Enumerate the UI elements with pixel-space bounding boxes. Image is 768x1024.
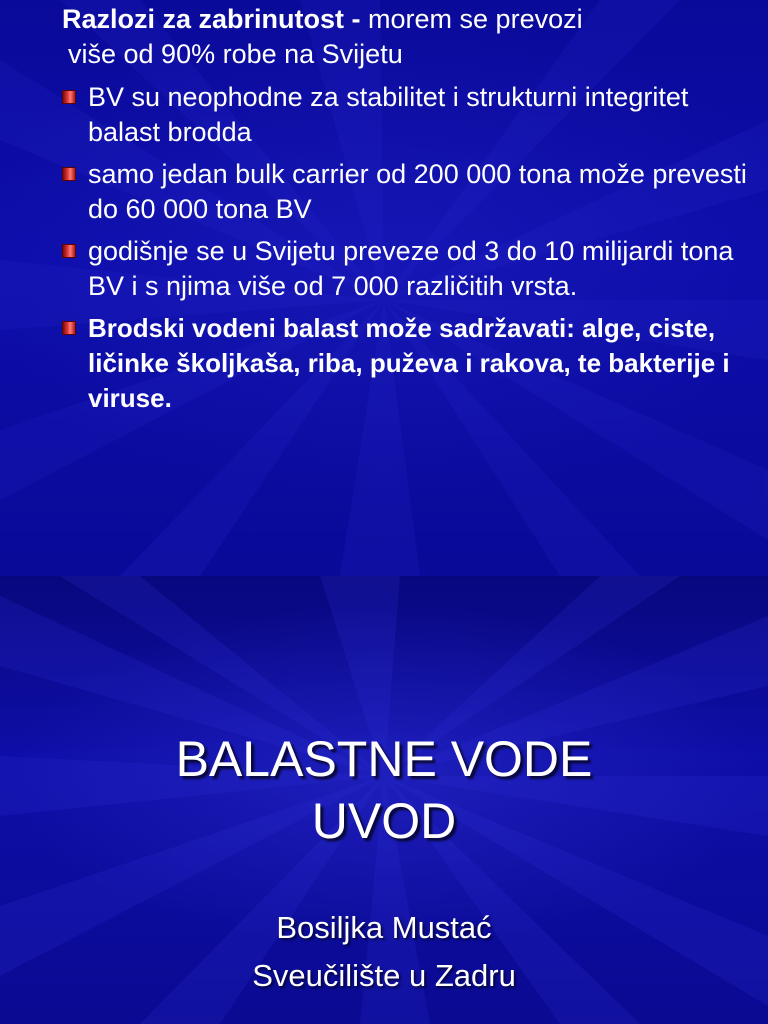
bullet-item-bold — [62, 311, 752, 416]
author-name: Bosiljka Mustać — [276, 910, 492, 945]
title-line-1: BALASTNE VODE — [175, 731, 593, 787]
bullet-text: Brodski vodeni balast može sadržavati: alge, ciste, ličinke školjkaša, riba, puževa i rakova, te bakterije i viruse. — [88, 313, 730, 413]
square-bullet-icon — [62, 244, 76, 258]
bullet-text: godišnje se u Svijetu preveze od 3 do 10 milijardi tona BV i s njima više od 7 000 različitih vrsta. — [88, 236, 734, 301]
slide-subtitle — [0, 904, 768, 1000]
bullet-text: BV su neophodne za stabilitet i strukturni integritet balast brodda — [88, 82, 689, 147]
square-bullet-icon — [62, 90, 76, 104]
square-bullet-icon — [62, 167, 76, 181]
title-line-2: UVOD — [311, 793, 457, 849]
intro-line-2: više od 90% robe na Svijetu — [68, 39, 403, 69]
bullet-item — [62, 157, 752, 227]
institution-name: Sveučilište u Zadru — [252, 958, 516, 993]
square-bullet-icon — [62, 321, 76, 335]
intro-paragraph — [62, 2, 752, 72]
slide-title — [0, 728, 768, 852]
bullet-item — [62, 80, 752, 150]
bullet-text: samo jedan bulk carrier od 200 000 tona može prevesti do 60 000 tona BV — [88, 159, 747, 224]
bullet-item — [62, 234, 752, 304]
intro-bold-lead: Razlozi za zabrinutost - — [62, 4, 361, 34]
intro-rest: morem se prevozi — [360, 4, 583, 34]
bullet-list — [62, 80, 752, 423]
slide-2 — [0, 576, 768, 1024]
